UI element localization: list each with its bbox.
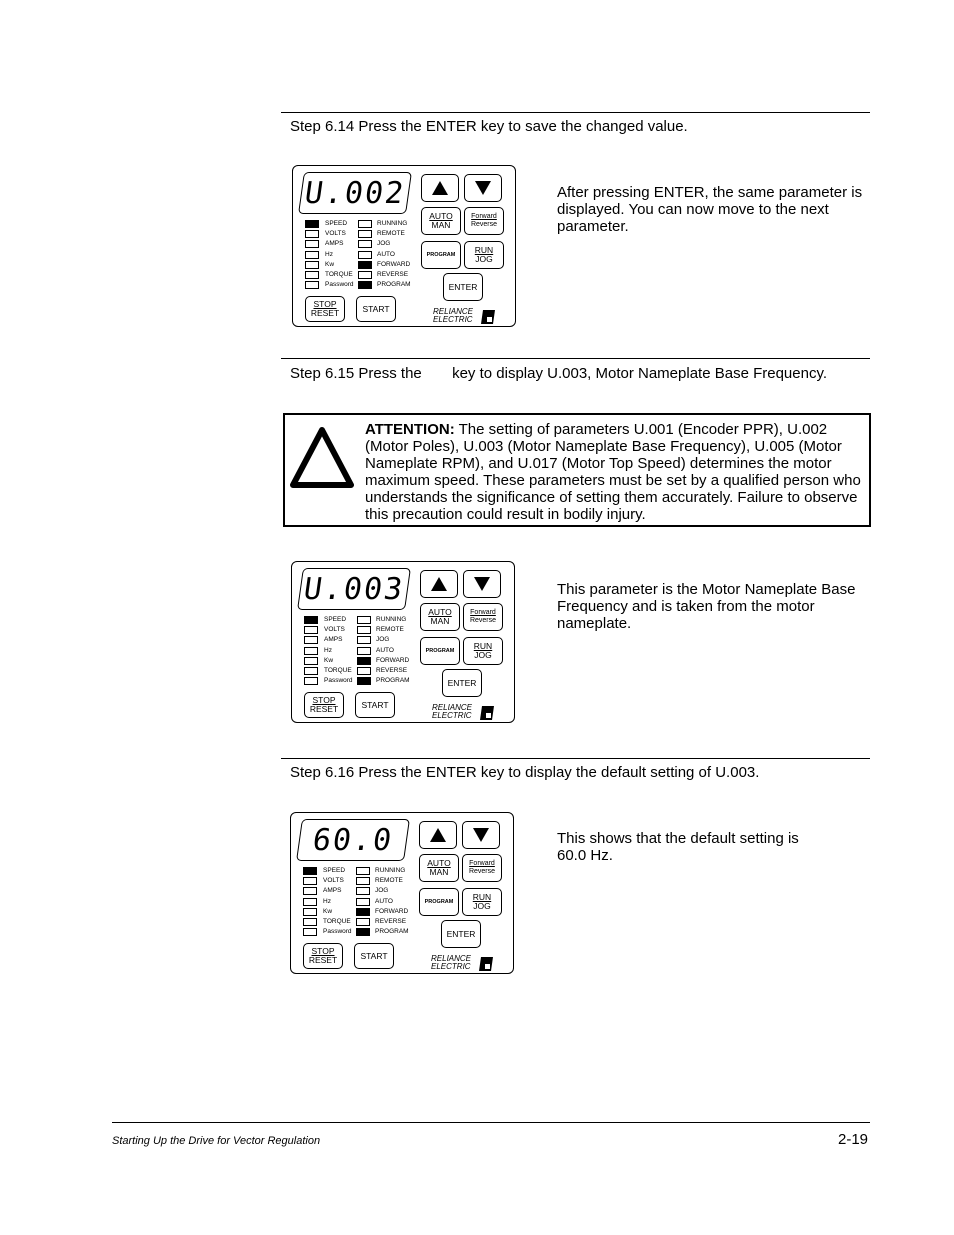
status-led xyxy=(304,667,318,675)
led-label: JOG xyxy=(377,240,391,248)
led-label: RUNNING xyxy=(375,867,406,874)
status-led xyxy=(358,261,372,269)
status-led xyxy=(304,677,318,685)
page-number: 2-19 xyxy=(838,1131,869,1148)
status-led xyxy=(358,220,372,228)
status-led xyxy=(356,928,370,936)
man-label: MAN xyxy=(429,867,449,877)
brand-electric: ELECTRIC xyxy=(432,711,472,720)
jog-label: JOG xyxy=(473,901,491,911)
led-label: SPEED xyxy=(323,867,346,874)
status-led xyxy=(358,240,372,248)
program-label: PROGRAM xyxy=(425,647,455,654)
attention-label: ATTENTION: xyxy=(365,421,455,438)
stop-reset-button[interactable] xyxy=(303,943,343,969)
keypad-panel-2 xyxy=(291,561,515,723)
led-label: JOG xyxy=(376,636,390,644)
led-label: Password xyxy=(324,677,353,685)
led-label: Hz xyxy=(323,897,331,905)
brand-reliance: RELIANCE xyxy=(433,307,474,316)
down-arrow-button[interactable] xyxy=(462,821,500,849)
man-label: MAN xyxy=(431,220,451,230)
status-led xyxy=(357,626,371,634)
status-led xyxy=(357,616,371,624)
led-label: REMOTE xyxy=(375,877,403,885)
footer-rule xyxy=(112,1122,870,1123)
status-led xyxy=(305,240,319,248)
down-arrow-button[interactable] xyxy=(464,174,502,202)
led-label: JOG xyxy=(375,887,389,895)
led-label: TORQUE xyxy=(324,667,352,674)
keypad-display: U.003 xyxy=(297,568,411,610)
auto-label: AUTO xyxy=(427,858,451,868)
program-button[interactable] xyxy=(419,888,459,916)
start-label: START xyxy=(362,303,390,314)
led-label: AMPS xyxy=(324,636,343,644)
section-rule xyxy=(281,358,870,359)
attention-body: The setting of parameters U.001 (Encoder PPR), U.002 (Motor Poles), U.003 (Motor Nameplate Base Frequency), U.005 (Motor Nameplate RPM), and U.017 (Motor Top Speed) determines the motor maximum speed. These parameters must be set by a qualified person who understands the significance of setting them accurately. Failure to observe this precaution could result in bodily injury. xyxy=(365,421,861,523)
description-2: This parameter is the Motor Nameplate Base Frequency and is taken from the motor nameplate. xyxy=(557,581,856,632)
attention-box xyxy=(283,413,871,527)
description-3: This shows that the default setting is 60.0 Hz. xyxy=(557,830,799,864)
warning-triangle-icon xyxy=(289,423,355,489)
status-led xyxy=(303,918,317,926)
led-label: TORQUE xyxy=(323,918,351,925)
forward-reverse-button[interactable] xyxy=(463,603,503,631)
forward-reverse-button[interactable] xyxy=(462,854,502,882)
led-label: AUTO xyxy=(375,897,393,905)
status-led xyxy=(303,887,317,895)
status-led xyxy=(304,636,318,644)
status-led xyxy=(304,657,318,665)
reliance-logo-mark xyxy=(481,310,495,324)
led-label: PROGRAM xyxy=(376,677,410,685)
stop-reset-button[interactable] xyxy=(304,692,344,718)
led-label: Kw xyxy=(325,260,335,268)
status-led xyxy=(358,281,372,289)
status-led xyxy=(303,898,317,906)
step-6-14: Step 6.14 Press the ENTER key to save the changed value. xyxy=(290,118,688,135)
jog-label: JOG xyxy=(475,254,493,264)
reverse-label: Reverse xyxy=(470,221,498,228)
reliance-logo-mark xyxy=(480,706,494,720)
led-label: RUNNING xyxy=(376,616,407,623)
man-label: MAN xyxy=(430,616,450,626)
forward-reverse-button[interactable] xyxy=(464,207,504,235)
status-led xyxy=(303,908,317,916)
stop-label: STOP xyxy=(313,299,337,309)
status-led xyxy=(357,657,371,665)
auto-label: AUTO xyxy=(429,211,453,221)
led-label: FORWARD xyxy=(375,907,409,915)
status-led xyxy=(305,251,319,259)
reset-label: RESET xyxy=(309,704,339,714)
auto-label: AUTO xyxy=(428,607,452,617)
down-triangle-icon xyxy=(472,827,490,843)
led-label: SPEED xyxy=(324,616,347,623)
auto-man-button[interactable] xyxy=(420,603,460,631)
enter-label: ENTER xyxy=(448,281,478,292)
run-jog-button[interactable] xyxy=(464,241,504,269)
section-rule xyxy=(281,758,870,759)
jog-label: JOG xyxy=(474,650,492,660)
brand-electric: ELECTRIC xyxy=(433,315,473,324)
led-label: Password xyxy=(325,281,354,289)
status-led xyxy=(358,271,372,279)
forward-label: Forward xyxy=(470,609,496,616)
led-label: AMPS xyxy=(325,240,344,248)
led-label: PROGRAM xyxy=(375,928,409,936)
run-label: RUN xyxy=(474,245,494,255)
step-6-15-suffix: key to display U.003, Motor Nameplate Base Frequency. xyxy=(452,365,827,382)
run-jog-button[interactable] xyxy=(462,888,502,916)
keypad-panel-3 xyxy=(290,812,514,974)
enter-button[interactable] xyxy=(442,669,482,697)
status-led xyxy=(357,647,371,655)
status-led xyxy=(304,626,318,634)
reset-label: RESET xyxy=(308,955,338,965)
led-label: VOLTS xyxy=(325,230,346,238)
status-led xyxy=(357,667,371,675)
led-label: FORWARD xyxy=(377,260,411,268)
up-triangle-icon xyxy=(429,827,447,843)
attention-text xyxy=(365,421,865,523)
down-triangle-icon xyxy=(474,180,492,196)
start-label: START xyxy=(361,699,389,710)
reliance-electric-logo xyxy=(433,308,473,324)
status-led xyxy=(303,867,317,875)
keypad-panel-1 xyxy=(292,165,516,327)
program-label: PROGRAM xyxy=(426,251,456,258)
led-label: Hz xyxy=(325,250,333,258)
enter-button[interactable] xyxy=(443,273,483,301)
forward-label: Forward xyxy=(471,213,497,220)
up-arrow-button[interactable] xyxy=(421,174,459,202)
led-label: Kw xyxy=(323,907,333,915)
status-led xyxy=(356,898,370,906)
status-led xyxy=(358,230,372,238)
reliance-electric-logo xyxy=(431,955,471,971)
up-arrow-button[interactable] xyxy=(420,570,458,598)
status-led xyxy=(305,230,319,238)
led-label: RUNNING xyxy=(377,220,408,227)
program-label: PROGRAM xyxy=(424,898,454,905)
led-label: VOLTS xyxy=(324,626,345,634)
led-label: PROGRAM xyxy=(377,281,411,289)
reliance-electric-logo xyxy=(432,704,472,720)
stop-label: STOP xyxy=(311,946,335,956)
run-jog-button[interactable] xyxy=(463,637,503,665)
start-button[interactable] xyxy=(356,296,396,322)
led-label: Password xyxy=(323,928,352,936)
led-label: REMOTE xyxy=(377,230,405,238)
brand-electric: ELECTRIC xyxy=(431,962,471,971)
reverse-label: Reverse xyxy=(469,617,497,624)
up-triangle-icon xyxy=(430,576,448,592)
led-label: AMPS xyxy=(323,887,342,895)
led-label: VOLTS xyxy=(323,877,344,885)
status-led xyxy=(358,251,372,259)
led-label: AUTO xyxy=(377,250,395,258)
led-label: REVERSE xyxy=(376,667,408,674)
run-label: RUN xyxy=(473,641,493,651)
start-label: START xyxy=(360,950,388,961)
start-button[interactable] xyxy=(355,692,395,718)
status-led xyxy=(304,647,318,655)
led-label: AUTO xyxy=(376,646,394,654)
brand-reliance: RELIANCE xyxy=(431,954,472,963)
run-label: RUN xyxy=(472,892,492,902)
program-button[interactable] xyxy=(420,637,460,665)
stop-label: STOP xyxy=(312,695,336,705)
reverse-label: Reverse xyxy=(468,868,496,875)
step-6-16: Step 6.16 Press the ENTER key to display the default setting of U.003. xyxy=(290,764,760,781)
led-label: REVERSE xyxy=(375,918,407,925)
status-led xyxy=(356,877,370,885)
program-button[interactable] xyxy=(421,241,461,269)
enter-label: ENTER xyxy=(446,928,476,939)
status-led xyxy=(303,928,317,936)
stop-reset-button[interactable] xyxy=(305,296,345,322)
status-led xyxy=(303,877,317,885)
status-led xyxy=(356,867,370,875)
reset-label: RESET xyxy=(310,308,340,318)
enter-label: ENTER xyxy=(447,677,477,688)
led-label: TORQUE xyxy=(325,271,353,278)
footer-title: Starting Up the Drive for Vector Regulation xyxy=(112,1135,321,1147)
brand-reliance: RELIANCE xyxy=(432,703,473,712)
status-led xyxy=(305,220,319,228)
status-led xyxy=(356,918,370,926)
status-led xyxy=(356,908,370,916)
down-arrow-button[interactable] xyxy=(463,570,501,598)
up-arrow-button[interactable] xyxy=(419,821,457,849)
start-button[interactable] xyxy=(354,943,394,969)
forward-label: Forward xyxy=(469,860,495,867)
keypad-display: U.002 xyxy=(298,172,412,214)
up-triangle-icon xyxy=(431,180,449,196)
status-led xyxy=(305,261,319,269)
status-led xyxy=(356,887,370,895)
auto-man-button[interactable] xyxy=(419,854,459,882)
reliance-logo-mark xyxy=(479,957,493,971)
led-label: FORWARD xyxy=(376,656,410,664)
down-triangle-icon xyxy=(473,576,491,592)
led-label: REVERSE xyxy=(377,271,409,278)
led-label: SPEED xyxy=(325,220,348,227)
status-led xyxy=(357,636,371,644)
status-led xyxy=(357,677,371,685)
led-label: Hz xyxy=(324,646,332,654)
keypad-display: 60.0 xyxy=(296,819,410,861)
section-rule xyxy=(281,112,870,113)
status-led xyxy=(305,271,319,279)
status-led xyxy=(304,616,318,624)
step-6-15-prefix: Step 6.15 Press the xyxy=(290,365,422,382)
description-1: After pressing ENTER, the same parameter is displayed. You can now move to the next parameter. xyxy=(557,184,863,235)
step-6-15 xyxy=(290,365,827,382)
status-led xyxy=(305,281,319,289)
auto-man-button[interactable] xyxy=(421,207,461,235)
enter-button[interactable] xyxy=(441,920,481,948)
led-label: REMOTE xyxy=(376,626,404,634)
led-label: Kw xyxy=(324,656,334,664)
